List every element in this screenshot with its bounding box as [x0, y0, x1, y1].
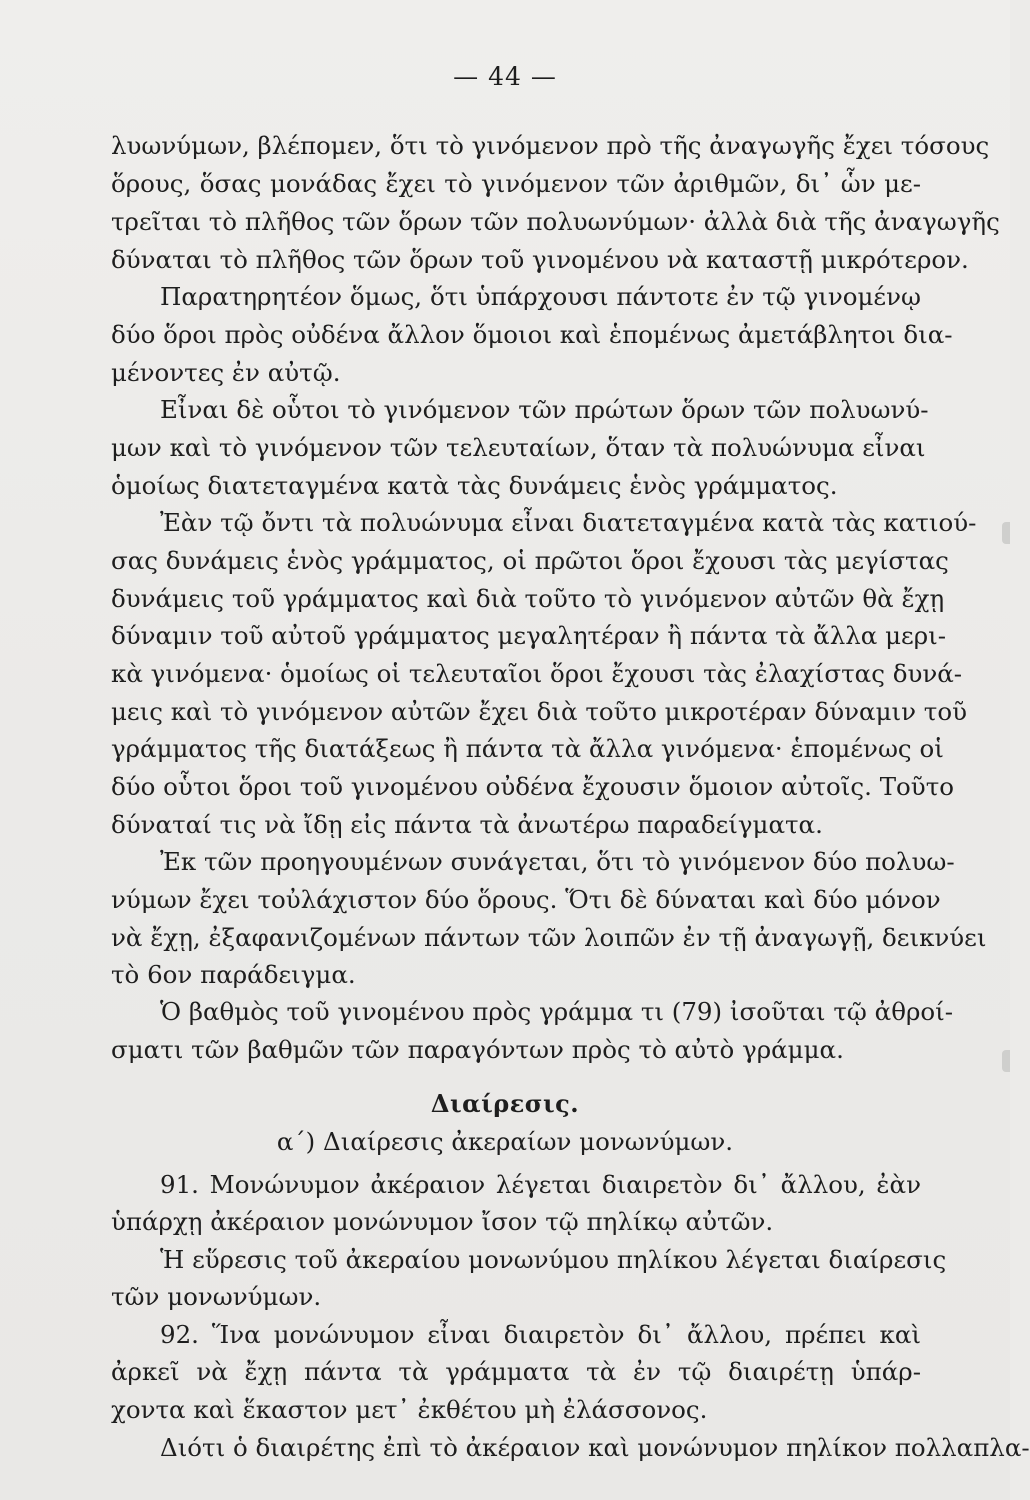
- text-line: νύμων ἔχει τοὐλάχιστον δύο ὅρους. Ὅτι δὲ δύναται καὶ δύο μόνον: [111, 885, 941, 914]
- text-line: Εἶναι δὲ οὗτοι τὸ γινόμενον τῶν πρώτων ὅρων τῶν πολυωνύ-: [160, 395, 929, 424]
- text-line: σματι τῶν βαθμῶν τῶν παραγόντων πρὸς τὸ αὐτὸ γράμμα.: [111, 1035, 844, 1064]
- text-line: δύναταί τις νὰ ἴδῃ εἰς πάντα τὰ ἀνωτέρω παραδείγματα.: [111, 810, 823, 839]
- subsection-heading: α΄) Διαίρεσις ἀκεραίων μονωνύμων.: [276, 1127, 734, 1156]
- text-line: γράμματος τῆς διατάξεως ἢ πάντα τὰ ἄλλα γινόμενα· ἑπομένως οἱ: [111, 734, 944, 763]
- text-line: δύο οὗτοι ὅροι τοῦ γινομένου οὐδένα ἔχουσιν ὅμοιον αὐτοῖς. Τοῦτο: [111, 772, 955, 801]
- text-line: δυνάμεις τοῦ γράμματος καὶ διὰ τοῦτο τὸ γινόμενον αὐτῶν θὰ ἔχῃ: [111, 584, 945, 613]
- text-line: Ἐὰν τῷ ὄντι τὰ πολυώνυμα εἶναι διατεταγμένα κατὰ τὰς κατιού-: [160, 508, 977, 537]
- text-line: 91. Μονώνυμον ἀκέραιον λέγεται διαιρετὸν δι᾽ ἄλλου, ἐὰν: [160, 1170, 921, 1199]
- text-line: ὅρους, ὅσας μονάδας ἔχει τὸ γινόμενον τῶν ἀριθμῶν, δι᾽ ὧν με-: [111, 169, 921, 198]
- text-line: νὰ ἔχῃ, ἐξαφανιζομένων πάντων τῶν λοιπῶν ἐν τῇ ἀναγωγῇ, δεικνύει: [111, 923, 987, 952]
- text-line: λυωνύμων, βλέπομεν, ὅτι τὸ γινόμενον πρὸ τῆς ἀναγωγῆς ἔχει τόσους: [111, 131, 990, 160]
- text-line: μεις καὶ τὸ γινόμενον αὐτῶν ἔχει διὰ τοῦτο μικροτέραν δύναμιν τοῦ: [111, 697, 967, 726]
- text-line: σας δυνάμεις ἑνὸς γράμματος, οἱ πρῶτοι ὅροι ἔχουσι τὰς μεγίστας: [111, 546, 949, 575]
- text-line: χοντα καὶ ἕκαστον μετ᾽ ἐκθέτου μὴ ἐλάσσονος.: [111, 1395, 708, 1424]
- text-line: δύναμιν τοῦ αὐτοῦ γράμματος μεγαλητέραν ἢ πάντα τὰ ἄλλα μερι-: [111, 621, 946, 650]
- text-line: Ἐκ τῶν προηγουμένων συνάγεται, ὅτι τὸ γινόμενον δύο πολυω-: [160, 847, 955, 876]
- text-line: 92. Ἵνα μονώνυμον εἶναι διαιρετὸν δι᾽ ἄλλου, πρέπει καὶ: [160, 1320, 921, 1349]
- text-line: τρεῖται τὸ πλῆθος τῶν ὅρων τῶν πολυωνύμων· ἀλλὰ διὰ τῆς ἀναγωγῆς: [111, 207, 1000, 236]
- text-line: Ὁ βαθμὸς τοῦ γινομένου πρὸς γράμμα τι (79) ἰσοῦται τῷ ἀθροί-: [160, 997, 953, 1026]
- binding-mark: [1002, 1050, 1010, 1072]
- text-line: τῶν μονωνύμων.: [111, 1282, 322, 1311]
- text-line: κὰ γινόμενα· ὁμοίως οἱ τελευταῖοι ὅροι ἔχουσι τὰς ἐλαχίστας δυνά-: [111, 659, 963, 688]
- text-line: μων καὶ τὸ γινόμενον τῶν τελευταίων, ὅταν τὰ πολυώνυμα εἶναι: [111, 433, 926, 462]
- text-line: Ἡ εὕρεσις τοῦ ἀκεραίου μονωνύμου πηλίκου λέγεται διαίρεσις: [160, 1245, 947, 1274]
- text-line: Διότι ὁ διαιρέτης ἐπὶ τὸ ἀκέραιον καὶ μονώνυμον πηλίκον πολλαπλα-: [160, 1433, 1030, 1462]
- section-heading: Διαίρεσις.: [430, 1089, 580, 1118]
- text-line: τὸ 6ον παράδειγμα.: [111, 960, 356, 989]
- text-line: δύο ὅροι πρὸς οὐδένα ἄλλον ὅμοιοι καὶ ἑπομένως ἀμετάβλητοι δια-: [111, 320, 953, 349]
- page-number: — 44 —: [453, 62, 557, 91]
- binding-mark: [1002, 522, 1010, 544]
- text-line: ὁμοίως διατεταγμένα κατὰ τὰς δυνάμεις ἑνὸς γράμματος.: [111, 471, 838, 500]
- text-line: ἀρκεῖ νὰ ἔχῃ πάντα τὰ γράμματα τὰ ἐν τῷ διαιρέτῃ ὑπάρ-: [111, 1357, 921, 1386]
- text-line: Παρατηρητέον ὅμως, ὅτι ὑπάρχουσι πάντοτε ἐν τῷ γινομένῳ: [160, 282, 921, 311]
- text-line: μένοντες ἐν αὐτῷ.: [111, 358, 341, 387]
- text-line: ὑπάρχῃ ἀκέραιον μονώνυμον ἴσον τῷ πηλίκῳ αὐτῶν.: [111, 1207, 774, 1236]
- text-line: δύναται τὸ πλῆθος τῶν ὅρων τοῦ γινομένου νὰ καταστῇ μικρότερον.: [111, 245, 969, 274]
